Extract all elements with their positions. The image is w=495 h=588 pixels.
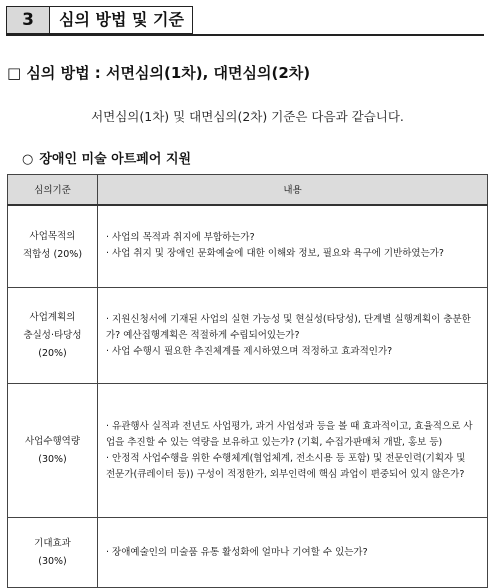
- table-header-row: [8, 175, 488, 205]
- section-number: 3: [6, 6, 50, 34]
- subheading: □ 심의 방법 : 서면심의(1차), 대면심의(2차): [7, 64, 311, 82]
- criteria-table: [7, 174, 488, 588]
- criterion-label: 사업계획의: [29, 311, 76, 323]
- intro-text: 서면심의(1차) 및 대면심의(2차) 기준은 다음과 같습니다.: [91, 109, 404, 124]
- table-row: [8, 288, 488, 384]
- criterion-cell: [8, 205, 98, 288]
- bullet-marker: ○: [22, 152, 34, 167]
- criterion-cell: [8, 384, 98, 518]
- header-criterion: 심의기준: [8, 175, 98, 205]
- content-item: · 장애예술인의 미술품 유통 활성화에 얼마나 기여할 수 있는가?: [106, 546, 368, 558]
- table-row: [8, 518, 488, 588]
- content-item: · 안정적 사업수행을 위한 수행체계(협업체계, 전소시용 등 포함) 및 전문인력(기획자 및 전문가(큐레이터 등)) 구성이 적정한가, 외부인력에 핵심 과업이 편중되어 있지 않은가?: [106, 452, 466, 480]
- section-title: 심의 방법 및 기준: [50, 6, 193, 34]
- criterion-cell: [8, 288, 98, 384]
- criterion-cell: [8, 518, 98, 588]
- content-item: · 사업의 목적과 취지에 부합하는가?: [106, 232, 255, 244]
- criterion-label: 사업수행역량: [24, 435, 81, 447]
- criterion-label: 사업목적의: [29, 231, 76, 243]
- criterion-weight: (20%): [38, 347, 67, 359]
- content-item: · 사업 취지 및 장애인 문화예술에 대한 이해와 정보, 필요와 욕구에 기반하였는가?: [106, 248, 444, 260]
- criterion-weight: (30%): [38, 453, 67, 465]
- content-cell: [98, 518, 488, 588]
- content-cell: [98, 205, 488, 288]
- bullet-text: 장애인 미술 아트페어 지원: [39, 152, 192, 167]
- criterion-label-2: 충실성·타당성: [23, 329, 82, 341]
- section-header: [6, 6, 484, 36]
- content-item: · 사업 수행시 필요한 추진체계를 제시하였으며 적정하고 효과적인가?: [106, 345, 393, 357]
- content-item: · 지원신청서에 기재된 사업의 실현 가능성 및 현실성(타당성), 단계별 실행계획이 충분한가? 예산집행계획은 적절하게 수립되어있는가?: [106, 313, 471, 341]
- table-row: [8, 205, 488, 288]
- header-content: 내용: [98, 175, 488, 205]
- content-item: · 유관행사 실적과 전년도 사업평가, 과거 사업성과 등을 볼 때 효과적이고, 효율적으로 사업을 추진할 수 있는 역량을 보유하고 있는가? (기획, 수집가판매처 개발, 홍보 등): [106, 420, 473, 448]
- bullet-heading: [22, 148, 191, 167]
- criterion-label: 기대효과: [34, 537, 71, 549]
- table-row: [8, 384, 488, 518]
- content-cell: [98, 288, 488, 384]
- content-cell: [98, 384, 488, 518]
- criterion-weight: 적합성 (20%): [22, 249, 83, 261]
- criterion-weight: (30%): [38, 555, 67, 567]
